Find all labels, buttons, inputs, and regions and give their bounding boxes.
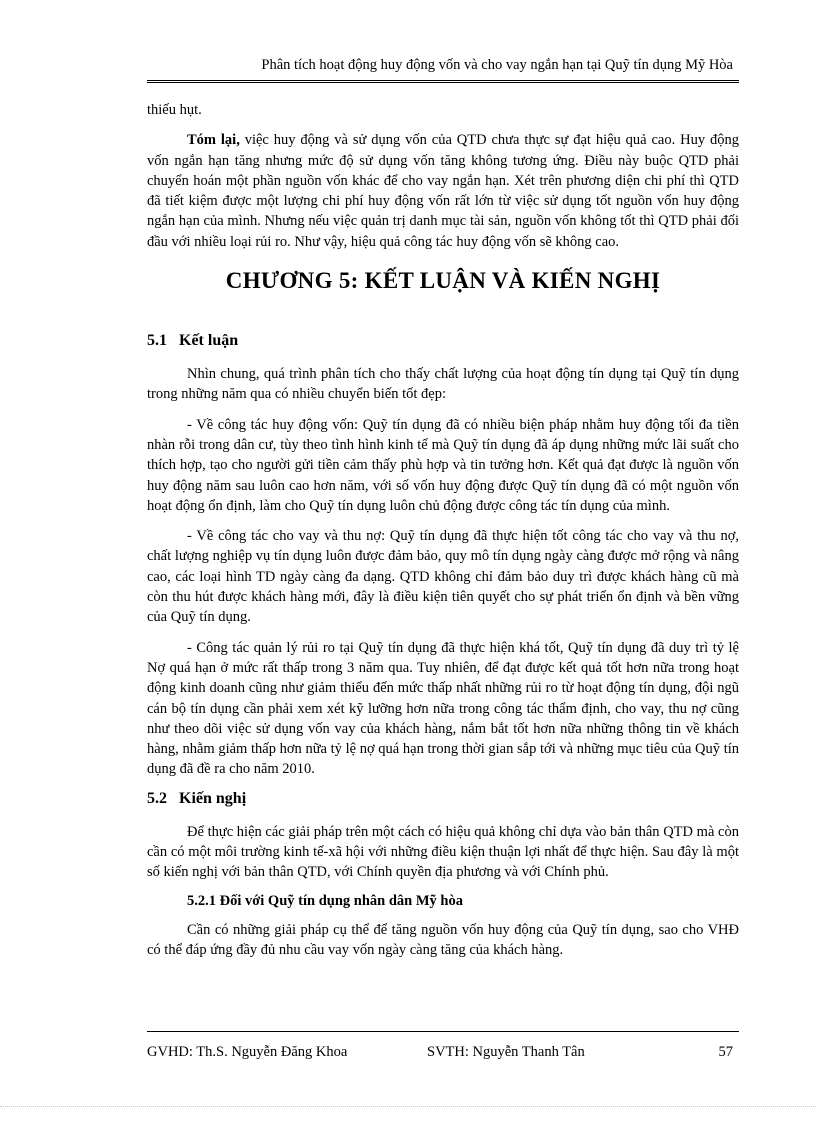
section-number: 5.1 <box>147 332 167 350</box>
footer-advisor: GVHD: Th.S. Nguyễn Đăng Khoa <box>147 1044 348 1060</box>
summary-text: việc huy động và sử dụng vốn của QTD chưa thực sự đạt hiệu quả cao. Huy động vốn ngắn hạn tăng nhưng mức độ sử dụng vốn tăng không tương ứng. Điều này buộc QTD phải chuyển hoán một phần nguồn vốn khác để cho vay ngắn hạn. Xét trên phương diện chi phí thì QTD đã tiết kiệm được một lượng chi phí huy động vốn rất lớn từ việc sử dụng tốt nguồn vốn huy động ngắn hạn của mình. Nhưng nếu việc quản trị danh mục tài sản, nguồn vốn không tốt thì QTD phải đối đầu với nhiều loại rủi ro. Như vậy, hiệu quả công tác huy động vốn sẽ không cao. <box>147 132 739 250</box>
section-heading-5-2 <box>147 790 739 808</box>
page-footer <box>147 1031 739 1061</box>
section-title: Kết luận <box>179 332 239 350</box>
summary-paragraph <box>147 130 739 252</box>
section-number: 5.2 <box>147 789 167 807</box>
conclusion-paragraph-1: Nhìn chung, quá trình phân tích cho thấy chất lượng của hoạt động tín dụng tại Quỹ tín dụng trong những năm qua có nhiều chuyển biến tốt đẹp: <box>147 366 739 403</box>
conclusion-paragraph-4: - Công tác quản lý rủi ro tại Quỹ tín dụng đã thực hiện khá tốt, Quỹ tín dụng đã duy trì tỷ lệ Nợ quá hạn ở mức rất thấp trong 3 năm qua. Tuy nhiên, để đạt được kết quả tốt hơn nữa trong hoạt động kinh doanh cũng như giảm thiểu đến mức thấp nhất những rủi ro từ hoạt động tín dụng, đội ngũ cán bộ tín dụng cần phải xem xét kỹ lưỡng hơn nữa trong công tác thẩm định, cho vay, thu nợ cũng như theo dõi việc sử dụng vốn vay của khách hàng, nắm bắt tốt hơn nữa những thông tin về khách hàng, nhằm giảm thấp hơn nữa tỷ lệ nợ quá hạn trong thời gian sắp tới và những mục tiêu của Quỹ tín dụng đã đề ra cho năm 2010. <box>147 639 739 778</box>
page-number: 57 <box>718 1044 733 1060</box>
recommendation-paragraph: Để thực hiện các giải pháp trên một cách có hiệu quả không chỉ dựa vào bản thân QTD mà còn cần có một môi trường kinh tế-xã hội với những điều kiện thuận lợi nhất để thực hiện. Sau đây là một số kiến nghị với bản thân QTD, với Chính quyền địa phương và với Chính phủ. <box>147 823 739 881</box>
subsection-heading-5-2-1: 5.2.1 Đối với Quỹ tín dụng nhân dân Mỹ hòa <box>187 892 463 909</box>
document-body <box>147 100 739 970</box>
page-header <box>147 50 739 83</box>
chapter-title: CHƯƠNG 5: KẾT LUẬN VÀ KIẾN NGHỊ <box>225 268 661 294</box>
footer-student: SVTH: Nguyễn Thanh Tân <box>427 1044 585 1060</box>
page-edge-divider <box>0 1106 816 1107</box>
summary-lead: Tóm lại, <box>187 132 240 149</box>
conclusion-paragraph-3: - Về công tác cho vay và thu nợ: Quỹ tín dụng đã thực hiện tốt công tác cho vay và thu nợ, chất lượng nghiệp vụ tín dụng luôn được đảm bảo, quy mô tín dụng ngày càng được mở rộng và nâng cao, các loại hình TD ngày càng đa dạng. QTD không chỉ đảm bảo duy trì được khách hàng cũ mà còn thu hút được khách hàng mới, đây là điều kiện tiên quyết cho sự phát triển ổn định và bền vững của Quỹ tín dụng. <box>147 528 739 626</box>
section-title: Kiến nghị <box>179 789 247 807</box>
section-heading-5-1 <box>147 332 739 350</box>
continued-paragraph: thiếu hụt. <box>147 102 202 118</box>
running-header-title: Phân tích hoạt động huy động vốn và cho vay ngắn hạn tại Quỹ tín dụng Mỹ Hòa <box>147 50 739 83</box>
subsection-paragraph: Cần có những giải pháp cụ thể để tăng nguồn vốn huy động của Quỹ tín dụng, sao cho VHĐ có thể đáp ứng đầy đủ nhu cầu vay vốn ngày càng tăng của khách hàng. <box>147 921 739 958</box>
conclusion-paragraph-2: - Về công tác huy động vốn: Quỹ tín dụng đã có nhiều biện pháp nhằm huy động tối đa tiền nhàn rỗi trong dân cư, tùy theo tình hình kinh tế mà Quỹ tín dụng đã áp dụng những mức lãi suất cho thích hợp, tạo cho người gửi tiền cảm thấy phù hợp và tin tưởng hơn. Kết quả đạt được là nguồn vốn huy động năm sau luôn cao hơn năm, với số vốn huy động được Quỹ tín dụng đã có một nguồn vốn hoạt động ổn định, làm cho Quỹ tín dụng luôn chủ động được công tác tín dụng của mình. <box>147 416 739 514</box>
